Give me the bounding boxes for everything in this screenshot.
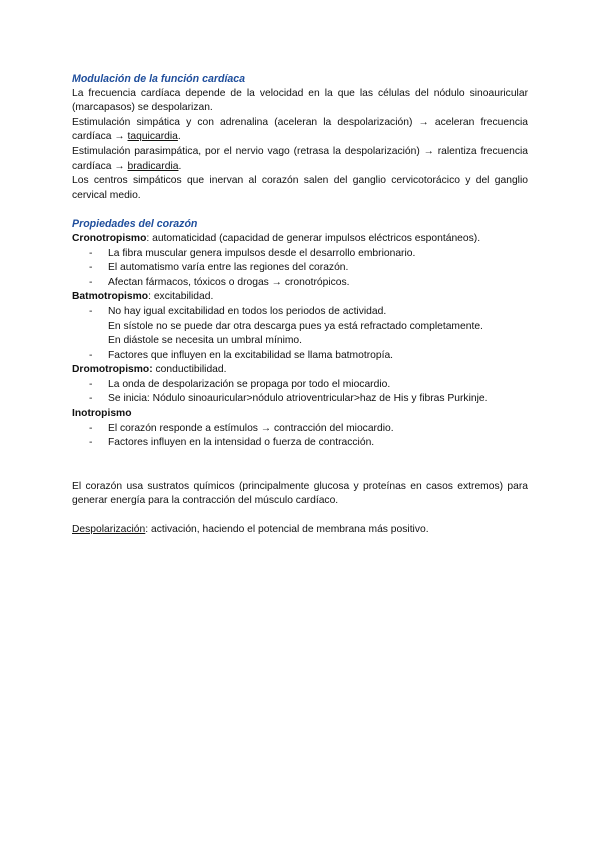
list-item [72,247,528,262]
list-item-text: No hay igual excitabilidad en todos los periodos de actividad. [108,305,387,317]
list-item-continuation: En sístole no se puede dar otra descarga pues ya está refractado completamente. [108,320,483,332]
term-dromotropismo: Dromotropismo: [72,364,153,376]
list-item [72,436,528,451]
list-dromotropismo [72,378,528,407]
term-batmotropismo: Batmotropismo [72,291,149,303]
list-item-text: El corazón responde a estímulos → contracción del miocardio. [108,422,394,434]
list-item-text: El automatismo varía entre las regiones del corazón. [108,262,349,274]
term-despolarizacion: Despolarización [72,524,146,536]
paragraph-frecuencia: La frecuencia cardíaca depende de la velocidad en la que las células del nódulo sinoauricular (marcapasos) se despolarizan. [72,87,528,114]
spacer [72,509,528,523]
list-item [72,261,528,276]
list-item-text: Factores influyen en la intensidad o fuerza de contracción. [108,437,375,449]
list-item [72,349,528,364]
list-inotropismo [72,422,528,451]
term-taquicardia: taquicardia [127,131,178,143]
term-bradicardia: bradicardia [127,160,179,172]
dash-bullet: - [89,393,93,405]
definition-dromotropismo: conductibilidad. [152,364,227,376]
property-cronotropismo [72,232,528,247]
paragraph-simpatica-text: Estimulación simpática y con adrenalina (aceleran la despolarización) → aceleran frecuencia cardíaca → [72,116,528,143]
property-batmotropismo [72,290,528,305]
term-inotropismo: Inotropismo [72,408,132,420]
paragraph-parasimpatica-end: . [178,160,182,172]
dash-bullet: - [89,349,93,361]
paragraph-centros-simpaticos: Los centros simpáticos que inervan al corazón salen del ganglio cervicotorácico y del ganglio cervical medio. [72,175,528,201]
property-dromotropismo [72,363,528,378]
dash-bullet: - [89,262,93,274]
dash-bullet: - [89,276,93,288]
dash-bullet: - [89,305,93,317]
list-item-text: Se inicia: Nódulo sinoauricular>nódulo atrioventricular>haz de His y fibras Purkinje. [108,393,488,405]
document-page [72,72,528,538]
paragraph-despolarizacion [72,523,528,538]
list-item-text: La onda de despolarización se propaga por todo el miocardio. [108,378,391,390]
dash-bullet: - [89,422,93,434]
list-item [72,392,528,407]
list-item-text: Factores que influyen en la excitabilidad se llama batmotropía. [108,349,394,361]
paragraph-simpatica-end: . [177,131,181,143]
list-batmotropismo [72,305,528,320]
list-item-text: La fibra muscular genera impulsos desde el desarrollo embrionario. [108,247,416,259]
list-item [72,276,528,291]
list-item-text: Afectan fármacos, tóxicos o drogas → cronotrópicos. [108,276,350,288]
paragraph-parasimpatica-text: Estimulación parasimpática, por el nervio vago (retrasa la despolarización) → ralentiza frecuencia cardíaca → [72,145,528,172]
section-heading-propiedades: Propiedades del corazón [72,218,198,231]
definition-despolarizacion: : activación, haciendo el potencial de membrana más positivo. [145,524,429,536]
list-item [72,422,528,437]
definition-batmotropismo: : excitabilidad. [148,291,214,303]
definition-cronotropismo: : automaticidad (capacidad de generar impulsos eléctricos espontáneos). [146,232,481,244]
list-cronotropismo [72,247,528,291]
list-item [72,378,528,393]
list-item-continuation: En diástole se necesita un umbral mínimo. [108,335,303,347]
paragraph-parasimpatica [72,145,528,174]
term-cronotropismo: Cronotropismo [72,232,147,244]
list-item [72,305,528,320]
spacer [72,451,528,480]
spacer [72,203,528,217]
section-heading-modulacion: Modulación de la función cardíaca [72,73,246,85]
list-batmotropismo-2 [72,349,528,364]
dash-bullet: - [89,437,93,449]
paragraph-simpatica [72,116,528,145]
dash-bullet: - [89,247,93,259]
paragraph-sustratos: El corazón usa sustratos químicos (principalmente glucosa y proteínas en casos extremos) para generar energía para la contracción del músculo cardíaco. [72,480,528,507]
dash-bullet: - [89,378,93,390]
